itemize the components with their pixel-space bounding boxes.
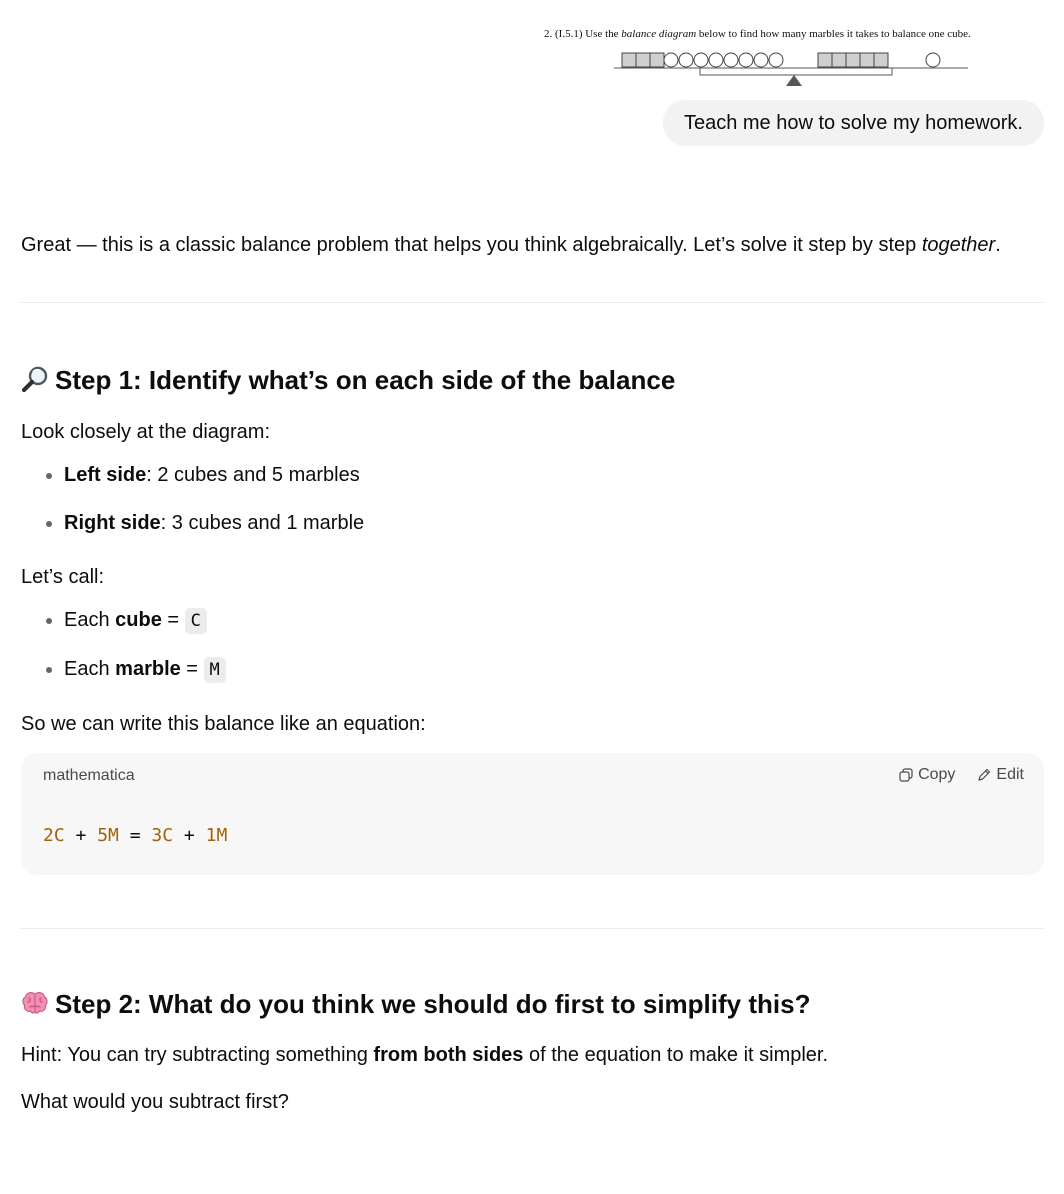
fulcrum [786,75,802,86]
user-message-bubble: Teach me how to solve my homework. [663,100,1044,146]
homework-image [540,26,1040,90]
list-item: • Each cube = C [64,596,1044,645]
step1-heading: Step 1: Identify what’s on each side of the balance [21,363,1044,397]
sides-list [21,451,1044,547]
lets-call-text: Let’s call: [21,566,105,588]
equation-intro-text: So we can write this balance like an equation: [21,713,426,735]
question-text: What would you subtract first? [21,1091,289,1113]
magnifier-icon [21,365,49,393]
right-cubes [818,53,888,67]
left-marbles [664,53,783,67]
edit-button[interactable] [977,766,1024,784]
copy-button[interactable] [899,766,955,784]
variables-list [21,596,1044,694]
step2-heading: Step 2: What do you think we should do first to simplify this? [21,987,1044,1021]
code-language-label: mathematica [43,767,135,784]
brain-icon [21,989,49,1017]
right-marble [926,53,940,67]
copy-icon [899,768,913,782]
homework-prompt: 2. (I.5.1) Use the balance diagram below to find how many marbles it takes to balance one cube. [544,28,971,40]
edit-icon [977,768,991,782]
code-actions [899,766,1024,784]
list-item: • Each marble = M [64,645,1044,694]
balance-diagram [540,46,980,90]
intro-paragraph: Great — this is a classic balance problem that helps you think algebraically. Let’s solve it step by step together. [21,234,1001,256]
edit-label: Edit [996,766,1024,783]
left-cubes [622,53,664,67]
assistant-response [21,226,1044,1121]
hint-text: Hint: You can try subtracting something from both sides of the equation to make it simpler. [21,1044,829,1066]
equation-code: 2C + 5M = 3C + 1M [43,825,228,846]
list-item: • Right side: 3 cubes and 1 marble [64,499,1044,547]
list-item: • Left side: 2 cubes and 5 marbles [64,451,1044,499]
copy-label: Copy [918,766,956,783]
code-block [21,753,1044,875]
look-closely-text: Look closely at the diagram: [21,421,271,443]
